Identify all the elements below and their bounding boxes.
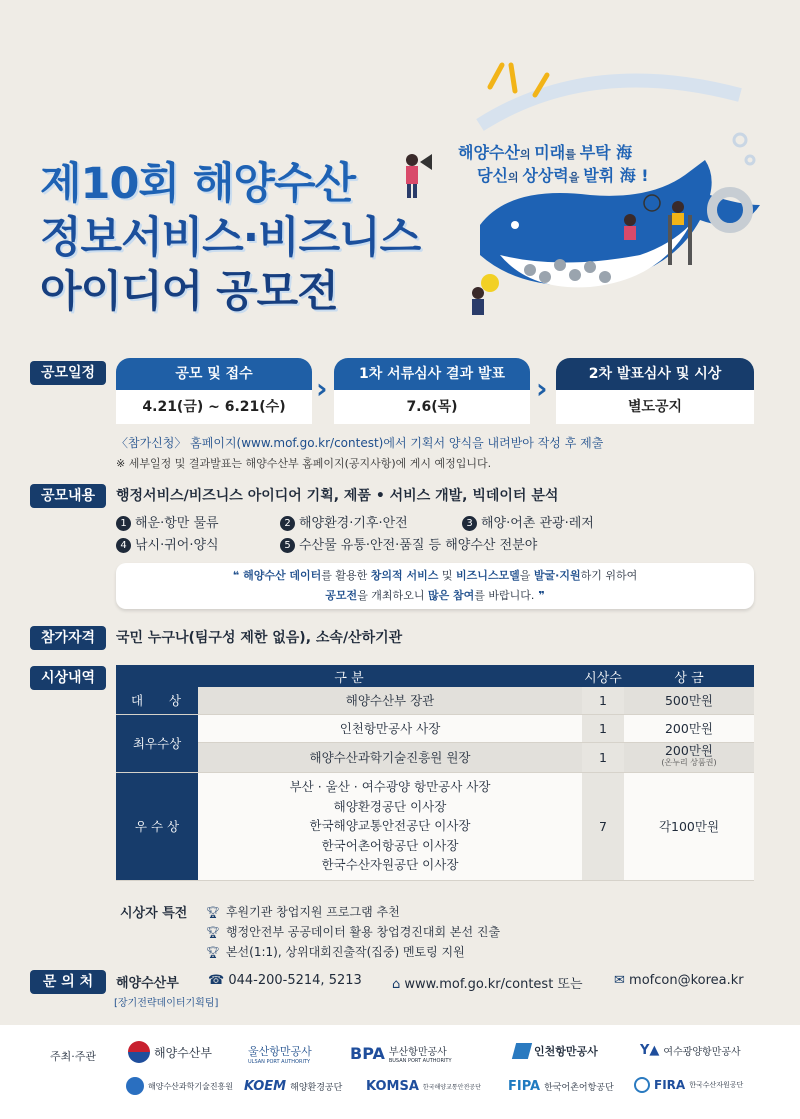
contact-dept: [장기전략데이터기획팀] bbox=[114, 998, 219, 1009]
fira-mark-icon bbox=[634, 1077, 650, 1093]
table-row: 최우수상 인천항만공사 사장 1 200만원 bbox=[116, 714, 754, 742]
schedule-note: ※ 세부일정 및 결과발표는 해양수산부 홈페이지(공지사항)에 게시 예정입니다. bbox=[116, 457, 492, 470]
section-label-awards: 시상내역 bbox=[30, 666, 106, 690]
whale-illustration bbox=[440, 55, 770, 325]
chevron-right-icon: › bbox=[316, 372, 328, 405]
ygpa-mark-icon: Y▲ bbox=[640, 1043, 660, 1058]
schedule-step-3: 2차 발표심사 및 시상 별도공지 bbox=[556, 358, 754, 424]
category-item: 4 낚시·귀어·양식 bbox=[116, 534, 219, 553]
footer bbox=[0, 1025, 800, 1119]
taegeuk-icon bbox=[128, 1041, 150, 1063]
category-item: 2 해양환경·기후·안전 bbox=[280, 512, 408, 531]
awards-table bbox=[116, 665, 754, 881]
benefit-item: 🏆︎ 본선(1:1), 상위대회진출작(집중) 멘토링 지원 bbox=[206, 945, 465, 959]
section-label-schedule: 공모일정 bbox=[30, 361, 106, 385]
logo-ygpa: Y▲ 여수광양항만공사 bbox=[640, 1043, 741, 1058]
quote-box: ❝ 해양수산 데이터를 활용한 창의적 서비스 및 비즈니스모델을 발굴·지원하기 위하여 공모전을 개최하오니 많은 참여를 바랍니다. ❞ bbox=[116, 563, 754, 609]
table-row: 해양수산과학기술진흥원 원장 1 200만원 (온누리 상품권) bbox=[116, 742, 754, 772]
home-icon: ⌂ bbox=[392, 977, 401, 992]
contact-email: ✉ mofcon@korea.kr bbox=[614, 973, 744, 988]
footer-label: 주최·주관 bbox=[50, 1050, 97, 1063]
kimst-mark-icon bbox=[126, 1077, 144, 1095]
logo-fipa: FIPA 한국어촌어항공단 bbox=[508, 1079, 614, 1094]
section-label-contact: 문 의 처 bbox=[30, 970, 106, 994]
contact-phone: ☎ 044-200-5214, 5213 bbox=[208, 973, 362, 988]
title-line-1: 제10회 해양수산 bbox=[40, 159, 356, 209]
trophy-icon: 🏆︎ bbox=[206, 926, 220, 939]
logo-mof: 해양수산부 bbox=[128, 1041, 212, 1063]
category-item: 5 수산물 유통·안전·품질 등 해양수산 전분야 bbox=[280, 534, 537, 553]
apply-info: 〈참가신청〉 홈페이지(www.mof.go.kr/contest)에서 기획서 양식을 내려받아 작성 후 제출 bbox=[116, 436, 604, 450]
schedule-step-2: 1차 서류심사 결과 발표 7.6(목) bbox=[334, 358, 530, 424]
contact-org: 해양수산부 bbox=[116, 976, 179, 991]
content-headline: 행정서비스/비즈니스 아이디어 기획, 제품 • 서비스 개발, 빅데이터 분석 bbox=[116, 488, 559, 504]
chevron-right-icon: › bbox=[536, 372, 548, 405]
trophy-icon: 🏆︎ bbox=[206, 946, 220, 959]
slogan-line-2: 당신의 상상력을 발휘 海 ! bbox=[477, 166, 649, 185]
mail-icon: ✉ bbox=[614, 973, 625, 988]
logo-kimst: 해양수산과학기술진흥원 bbox=[126, 1077, 233, 1095]
trophy-icon: 🏆︎ bbox=[206, 906, 220, 919]
category-item: 3 해양·어촌 관광·레저 bbox=[462, 512, 594, 531]
ipa-mark-icon bbox=[512, 1043, 532, 1059]
logo-fira: FIRA 한국수산자원공단 bbox=[634, 1077, 743, 1093]
phone-icon: ☎ bbox=[208, 973, 225, 988]
eligibility-text: 국민 누구나(팀구성 제한 없음), 소속/산하기관 bbox=[116, 630, 403, 646]
category-item: 1 해운·항만 물류 bbox=[116, 512, 219, 531]
title-line-2: 정보서비스·비즈니스 bbox=[40, 213, 421, 263]
logo-ipa: 인천항만공사 bbox=[514, 1043, 598, 1059]
table-header-row: 구 분 시상수 상 금 bbox=[116, 665, 754, 687]
contact-web: ⌂ www.mof.go.kr/contest 또는 bbox=[392, 977, 583, 992]
benefit-label: 시상자 특전 bbox=[120, 906, 188, 921]
benefit-item: 🏆︎ 행정안전부 공공데이터 활용 창업경진대회 본선 진출 bbox=[206, 925, 501, 939]
slogan-line-1: 해양수산의 미래를 부탁 海 bbox=[458, 143, 633, 162]
logo-bpa: BPA 부산항만공사 BUSAN PORT AUTHORITY bbox=[350, 1044, 452, 1064]
table-row: 대 상 해양수산부 장관 1 500만원 bbox=[116, 687, 754, 714]
section-label-content: 공모내용 bbox=[30, 484, 106, 508]
megaphone-person-icon bbox=[398, 150, 438, 200]
benefit-item: 🏆︎ 후원기관 창업지원 프로그램 추천 bbox=[206, 905, 400, 919]
logo-koem: KOEM 해양환경공단 bbox=[244, 1079, 343, 1094]
title-line-3: 아이디어 공모전 bbox=[40, 267, 338, 317]
table-row: 우 수 상 부산 · 울산 · 여수광양 항만공사 사장 해양환경공단 이사장 한국해양교통안전공단 이사장 한국어촌어항공단 이사장 한국수산자원공단 이사장 7 각100만원 bbox=[116, 772, 754, 880]
section-label-eligibility: 참가자격 bbox=[30, 626, 106, 650]
logo-komsa: KOMSA 한국해양교통안전공단 bbox=[366, 1079, 481, 1094]
schedule-step-1: 공모 및 접수 4.21(금) ~ 6.21(수) bbox=[116, 358, 312, 424]
logo-upa: 울산항만공사 ULSAN PORT AUTHORITY bbox=[248, 1045, 312, 1065]
